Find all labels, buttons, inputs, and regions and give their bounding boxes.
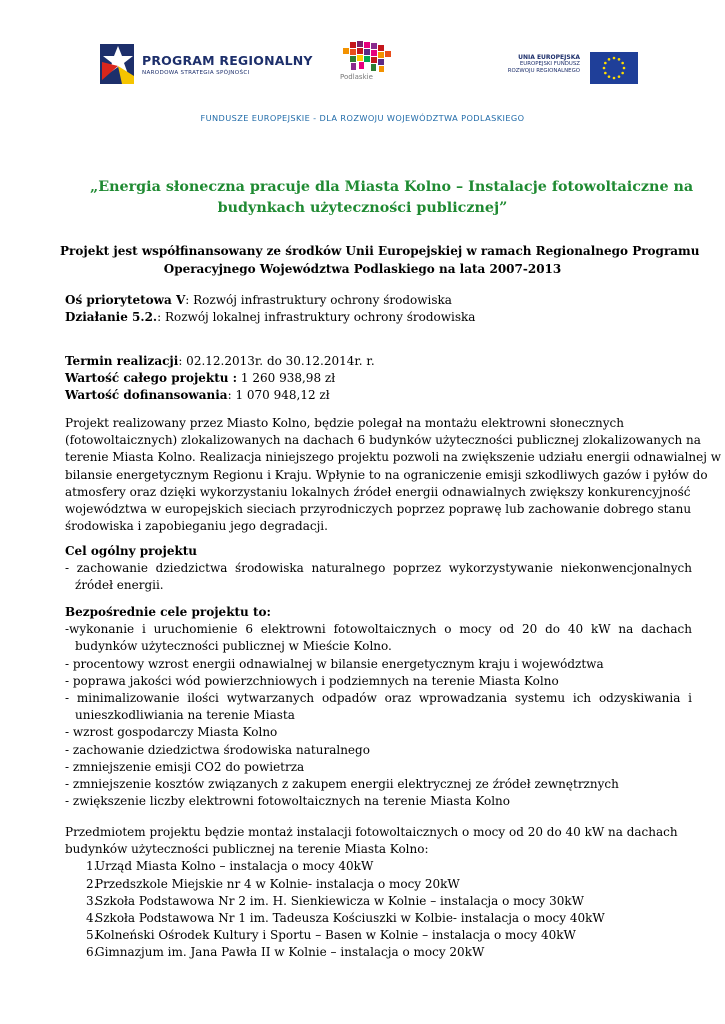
direct-goal-item: -wykonanie i uruchomienie 6 elektrowni fotowoltaicznych o mocy od 20 do 40 kW na dachach budynków użyteczności publicznej w Mieście Kolno. [65, 622, 692, 654]
direct-goal-item: - zmniejszenie kosztów związanych z zakupem energii elektrycznej ze źródeł zewnętrznych [65, 777, 619, 792]
description-line: środowiska i zapobieganiu jego degradacji. [65, 519, 328, 534]
priority-axis-value: : Rozwój infrastruktury ochrony środowiska [185, 293, 452, 307]
general-goal-section [65, 543, 692, 595]
program-regionalny-logo [98, 42, 313, 88]
eu-line-3: ROZWOJU REGIONALNEGO [507, 68, 580, 74]
cofinancing-value: : 1 070 948,12 zł [227, 388, 330, 403]
eu-flag-icon [590, 52, 638, 84]
direct-goals-section [65, 604, 692, 810]
installation-item [65, 858, 692, 875]
eu-fund-text [508, 54, 580, 75]
installation-number: 4. [86, 911, 98, 926]
installation-text: Szkoła Podstawowa Nr 2 im. H. Sienkiewicza w Kolnie – instalacja o mocy 30kW [95, 893, 584, 908]
term-label: Termin realizacji [65, 354, 179, 368]
project-description [65, 415, 722, 535]
program-title: PROGRAM REGIONALNY [142, 53, 313, 68]
direct-goals-heading: Bezpośrednie cele projektu to: [65, 605, 271, 619]
direct-goal-item: - poprawa jakości wód powierzchniowych i podziemnych na terenie Miasta Kolno [65, 673, 559, 688]
direct-goal-item: - procentowy wzrost energii odnawialnej w bilansie energetycznym kraju i województwa [65, 656, 604, 671]
priority-axis-label: Oś priorytetowa V [65, 293, 186, 307]
total-value-label: Wartość całego projektu : [65, 371, 238, 386]
eu-line-1: UNIA EUROPEJSKA [518, 54, 580, 61]
description-line: (fotowoltaicznych) zlokalizowanych na dachach 6 budynków użyteczności publicznej zlokalizowanych na [65, 433, 701, 448]
description-line: Projekt realizowany przez Miasto Kolno, będzie polegał na montażu elektrowni słonecznych [65, 416, 624, 430]
cofinancing-line-2: Operacyjnego Województwa Podlaskiego na lata 2007-2013 [163, 262, 562, 276]
total-value: 1 260 938,98 zł [237, 371, 336, 386]
term-row [65, 353, 692, 370]
installation-number: 3. [86, 893, 98, 908]
installation-text: Szkoła Podstawowa Nr 1 im. Tadeusza Kościuszki w Kolbie- instalacja o mocy 40kW [95, 911, 605, 926]
region-name: Podlaskie [340, 73, 373, 81]
direct-goal-item: - wzrost gospodarczy Miasta Kolno [65, 725, 278, 740]
priority-action-label: Działanie 5.2. [65, 310, 158, 325]
project-title-line-2: budynkach użyteczności publicznej” [217, 200, 508, 216]
program-regionalny-star-icon [98, 42, 138, 86]
direct-goal-item: - zachowanie dziedzictwa środowiska naturalnego [65, 742, 370, 757]
eu-logo [498, 52, 638, 86]
cofinancing-value-label: Wartość dofinansowania [65, 388, 228, 403]
installation-text: Przedszkole Miejskie nr 4 w Kolnie- instalacja o mocy 20kW [95, 876, 460, 891]
direct-goal-item: - minimalizowanie ilości wytwarzanych odpadów oraz wprowadzania systemu ich odzyskiwania i unieszkodliwiania na terenie Miasta [65, 691, 692, 723]
installation-item [65, 927, 692, 944]
installation-list [65, 858, 692, 961]
subject-line-2: budynków użyteczności publicznej na terenie Miasta Kolno: [65, 842, 429, 857]
project-title [90, 177, 694, 219]
cofinancing-line-1: Projekt jest współfinansowany ze środków Unii Europejskiej w ramach Regionalnego Programu [60, 244, 700, 258]
installation-text: Kolneński Ośrodek Kultury i Sportu – Basen w Kolnie – instalacja o mocy 40kW [95, 928, 576, 943]
direct-goal-item: - zmniejszenie emisji CO2 do powietrza [65, 759, 305, 774]
installation-item [65, 944, 692, 961]
general-goal-item: - zachowanie dziedzictwa środowiska naturalnego poprzez wykorzystywanie niekonwencjonalnych źródeł energii. [65, 561, 692, 593]
program-subtitle: NARODOWA STRATEGIA SPÓJNOŚCI [142, 70, 250, 76]
cofinancing-statement [60, 242, 700, 278]
installation-text: Urząd Miasta Kolno – instalacja o mocy 40kW [95, 859, 374, 874]
header-tagline: FUNDUSZE EUROPEJSKIE - DLA ROZWOJU WOJEWÓDZTWA PODLASKIEGO [200, 113, 525, 123]
subject-line-1: Przedmiotem projektu będzie montaż instalacji fotowoltaicznych o mocy od 20 do 40 kW na dachach [65, 825, 678, 839]
cofinancing-value-row [65, 387, 692, 404]
priority-section [65, 292, 692, 326]
installation-number: 6. [86, 945, 98, 960]
installation-text: Gimnazjum im. Jana Pawła II w Kolnie – instalacja o mocy 20kW [95, 945, 485, 960]
direct-goal-item: - zwiększenie liczby elektrowni fotowoltaicznych na terenie Miasta Kolno [65, 794, 510, 809]
term-value: : 02.12.2013r. do 30.12.2014r. r. [178, 354, 375, 368]
priority-action [65, 309, 692, 326]
installation-number: 5. [86, 928, 98, 943]
installation-item [65, 910, 692, 927]
installation-item [65, 876, 692, 893]
podlaskie-logo [330, 40, 400, 86]
installation-number: 2. [86, 876, 98, 891]
podlaskie-bison-icon [330, 40, 400, 74]
project-title-line-1: „Energia słoneczna pracuje dla Miasta Kolno – Instalacje fotowoltaiczne na [90, 179, 694, 195]
total-value-row [65, 370, 692, 387]
installation-number: 1. [86, 859, 98, 874]
description-line: terenie Miasta Kolno. Realizacja niniejszego projektu pozwoli na zwiększenie udziału energii odnawialnej w [65, 450, 722, 465]
general-goal-heading: Cel ogólny projektu [65, 544, 198, 558]
priority-action-value: : Rozwój lokalnej infrastruktury ochrony środowiska [157, 310, 476, 325]
project-facts [65, 353, 692, 405]
installation-item [65, 893, 692, 910]
project-subject [65, 824, 692, 962]
description-line: atmosfery oraz dzięki wykorzystaniu lokalnych źródeł energii odnawialnych zwiększy konkurencyjność [65, 484, 691, 499]
priority-axis [65, 292, 692, 309]
description-line: województwa w europejskich sieciach przyrodniczych poprzez poprawę lub zachowanie dobrego stanu [65, 502, 692, 517]
description-line: bilansie energetycznym Regionu i Kraju. Wpłynie to na ograniczenie emisji szkodliwych gazów i pyłów do [65, 467, 708, 482]
eu-line-2: EUROPEJSKI FUNDUSZ [519, 61, 580, 67]
